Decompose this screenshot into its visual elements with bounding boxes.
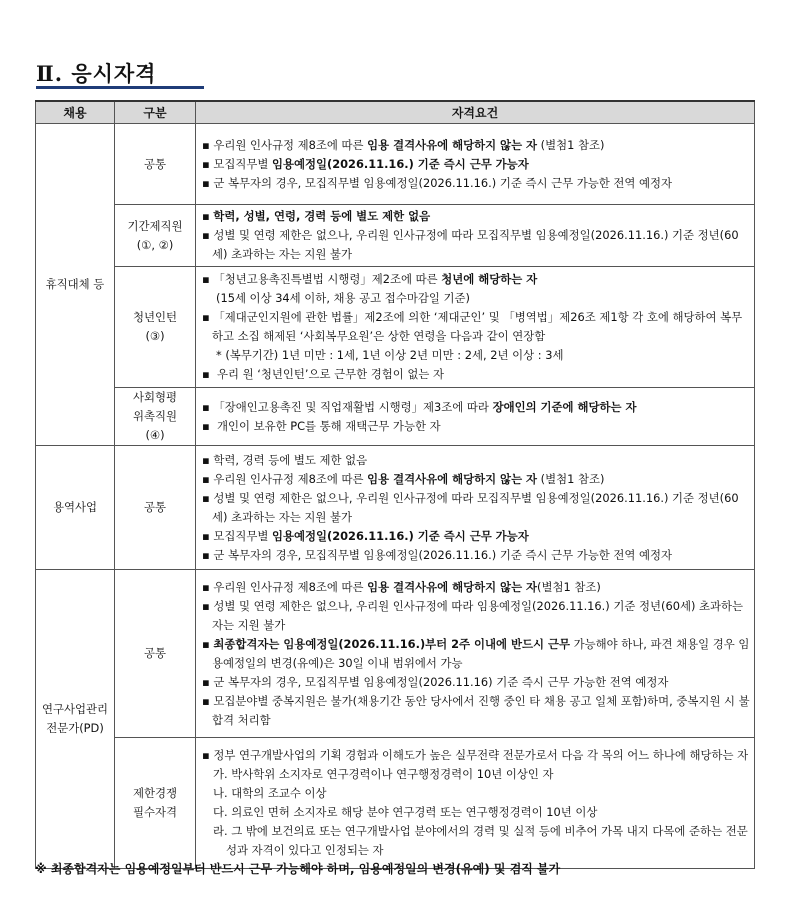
hiring-category-cell: 휴직대체 등 <box>36 124 115 446</box>
requirement-text: 우리원 인사규정 제8조에 따른 <box>213 471 368 486</box>
table-row <box>36 388 755 446</box>
division-cell: 공통 <box>115 124 196 205</box>
requirement-text: * (복무기간) 1년 미만 : 1세, 1년 이상 2년 미만 : 2세, 2년 이상 : 3세 <box>216 348 564 362</box>
requirements-cell <box>196 205 755 267</box>
hiring-category-cell: 용역사업 <box>36 446 115 570</box>
requirements-cell <box>196 738 755 869</box>
table-header-row <box>36 101 755 124</box>
requirement-line <box>200 489 750 527</box>
table-row <box>36 267 755 388</box>
division-cell: 청년인턴 (③) <box>115 267 196 388</box>
requirement-line <box>200 692 750 730</box>
requirement-text: (별첨1 참조) <box>537 471 605 486</box>
requirement-line <box>200 578 750 597</box>
requirement-text: 가. 박사학위 소지자로 연구경력이나 연구행정경력이 10년 이상인 자 <box>213 767 554 781</box>
requirements-cell <box>196 570 755 738</box>
requirement-text: 나. 대학의 조교수 이상 <box>213 786 327 800</box>
hiring-category-cell: 연구사업관리 전문가(PD) <box>36 570 115 869</box>
requirement-text: 모집분야별 중복지원은 불가(채용기간 동안 당사에서 진행 중인 타 채용 공고 일체 포함)하며, 중복지원 시 불합격 처리함 <box>212 693 750 727</box>
requirement-line <box>200 822 750 860</box>
requirement-line <box>200 635 750 673</box>
division-cell: 기간제직원 (①, ②) <box>115 205 196 267</box>
requirement-line <box>200 546 750 565</box>
requirement-text: 성별 및 연령 제한은 없으나, 우리원 인사규정에 따라 모집직무별 임용예정일(2026.11.16.) 기준 정년(60세) 초과하는 자는 지원 불가 <box>212 228 739 261</box>
section-title-underline <box>36 86 204 89</box>
table-row <box>36 738 755 869</box>
eligibility-table <box>35 100 755 869</box>
requirement-emphasis: 임용 결격사유에 해당하지 않는 자 <box>367 137 538 152</box>
requirement-line <box>200 365 750 384</box>
requirement-text: 라. 그 밖에 보건의료 또는 연구개발사업 분야에서의 경력 및 실적 등에 비추어 가목 내지 다목에 준하는 전문성과 자격이 있다고 인정되는 자 <box>213 824 748 857</box>
requirement-text: 우리 원 ‘청년인턴’으로 근무한 경험이 없는 자 <box>213 367 444 381</box>
requirement-text: 성별 및 연령 제한은 없으나, 우리원 인사규정에 따라 모집직무별 임용예정일(2026.11.16.) 기준 정년(60세) 초과하는 자는 지원 불가 <box>212 490 739 524</box>
requirement-emphasis: 최종합격자는 임용예정일(2026.11.16.)부터 2주 이내에 반드시 근무 <box>213 636 570 651</box>
requirement-line <box>200 398 750 417</box>
requirement-text: 모집직무별 <box>213 528 272 543</box>
requirement-line <box>200 136 750 155</box>
table-row <box>36 124 755 205</box>
requirement-line <box>200 270 750 289</box>
table-body <box>36 124 755 869</box>
requirement-line <box>200 155 750 174</box>
requirements-cell <box>196 446 755 570</box>
requirement-line <box>200 451 750 470</box>
requirement-text: 성별 및 연령 제한은 없으나, 우리원 인사규정에 따라 임용예정일(2026.11.16.) 기준 정년(60세) 초과하는 자는 지원 불가 <box>212 598 744 632</box>
requirement-emphasis: 임용 결격사유에 해당하지 않는 자 <box>367 579 538 594</box>
header-requirements: 자격요건 <box>196 101 755 124</box>
table-row <box>36 570 755 738</box>
requirement-text: 학력, 경력 등에 별도 제한 없음 <box>213 452 368 467</box>
requirement-emphasis: 학력, 성별, 연령, 경력 등에 별도 제한 없음 <box>213 209 431 223</box>
requirements-cell <box>196 124 755 205</box>
requirement-text: 개인이 보유한 PC를 통해 재택근무 가능한 자 <box>213 418 441 433</box>
requirement-line <box>200 289 750 308</box>
table-row <box>36 205 755 267</box>
requirement-text: 「제대군인지원에 관한 법률」제2조에 의한 ‘제대군인’ 및 「병역법」제26조 제1항 각 호에 해당하여 복무하고 소집 해제된 ‘사회복무요원’은 상한 연령을 다음과 같이 연장함 <box>212 310 743 343</box>
requirement-line <box>200 803 750 822</box>
requirements-cell <box>196 388 755 446</box>
requirement-emphasis: 임용예정일(2026.11.16.) 기준 즉시 근무 가능자 <box>271 528 529 543</box>
requirement-emphasis: 장애인의 기준에 해당하는 자 <box>492 399 637 414</box>
requirement-text: 모집직무별 <box>213 156 272 171</box>
requirement-text: (별첨1 참조) <box>537 579 601 594</box>
requirement-text: 우리원 인사규정 제8조에 따른 <box>213 137 368 152</box>
header-division: 구분 <box>115 101 196 124</box>
division-cell: 공통 <box>115 446 196 570</box>
requirement-line <box>200 226 750 264</box>
division-cell: 공통 <box>115 570 196 738</box>
requirement-text: 군 복무자의 경우, 모집직무별 임용예정일(2026.11.16.) 기준 즉시 근무 가능한 전역 예정자 <box>213 547 673 562</box>
table-row <box>36 446 755 570</box>
requirement-text: 정부 연구개발사업의 기획 경험과 이해도가 높은 실무전략 전문가로서 다음 각 목의 어느 하나에 해당하는 자 <box>213 748 749 762</box>
requirement-text: (15세 이상 34세 이하, 채용 공고 접수마감일 기준) <box>216 291 470 305</box>
requirement-line <box>200 346 750 365</box>
requirement-line <box>200 527 750 546</box>
division-cell: 사회형평 위촉직원 (④) <box>115 388 196 446</box>
requirement-text: 우리원 인사규정 제8조에 따른 <box>213 579 368 594</box>
requirement-emphasis: 임용 결격사유에 해당하지 않는 자 <box>367 471 538 486</box>
requirement-line <box>200 597 750 635</box>
requirement-text: 「장애인고용촉진 및 직업재활법 시행령」제3조에 따라 <box>213 399 493 414</box>
requirement-line <box>200 765 750 784</box>
requirement-text: 다. 의료인 면허 소지자로 해당 분야 연구경력 또는 연구행정경력이 10년 이상 <box>213 805 598 819</box>
requirement-line <box>200 174 750 193</box>
requirement-emphasis: 청년에 해당하는 자 <box>441 272 538 286</box>
requirement-line <box>200 417 750 436</box>
requirement-text: (별첨1 참조) <box>537 137 605 152</box>
requirement-line <box>200 784 750 803</box>
requirement-line <box>200 470 750 489</box>
requirement-line <box>200 207 750 226</box>
section-title: Ⅱ. 응시자격 <box>36 61 157 86</box>
footnote: ※ 최종합격자는 임용예정일부터 반드시 근무 가능해야 하며, 임용예정일의 변경(유예) 및 겸직 불가 <box>35 862 561 876</box>
requirement-line <box>200 308 750 346</box>
requirement-line <box>200 673 750 692</box>
requirement-text: 군 복무자의 경우, 모집직무별 임용예정일(2026.11.16.) 기준 즉시 근무 가능한 전역 예정자 <box>213 175 673 190</box>
header-hiring-type: 채용 <box>36 101 115 124</box>
division-cell: 제한경쟁 필수자격 <box>115 738 196 869</box>
requirement-text: 군 복무자의 경우, 모집직무별 임용예정일(2026.11.16) 기준 즉시 근무 가능한 전역 예정자 <box>213 674 669 689</box>
requirement-line <box>200 746 750 765</box>
requirement-text: 가능해야 하나, 파견 채용일 경우 임용예정일의 변경(유예)은 30일 이내 범위에서 가능 <box>212 636 750 670</box>
requirement-emphasis: 임용예정일(2026.11.16.) 기준 즉시 근무 가능자 <box>271 156 529 171</box>
requirements-cell <box>196 267 755 388</box>
requirement-text: 「청년고용촉진특별법 시행령」제2조에 따른 <box>213 272 442 286</box>
